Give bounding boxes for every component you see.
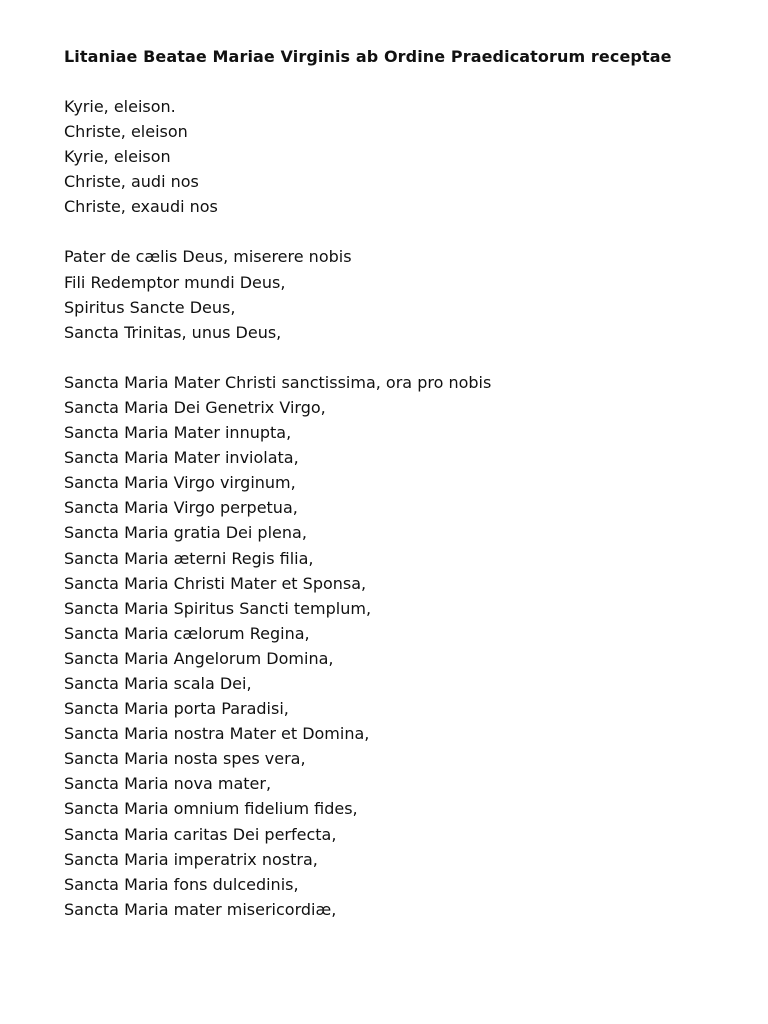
text-line: Sancta Maria omnium fidelium fides, (64, 799, 358, 819)
text-line: Sancta Maria Dei Genetrix Virgo, (64, 397, 326, 417)
text-line: Sancta Maria fons dulcedinis, (64, 874, 299, 894)
document-title: Litaniae Beatae Mariae Virginis ab Ordine Praedicatorum receptae (64, 47, 672, 66)
text-line: Christe, audi nos (64, 172, 199, 192)
text-line: Christe, exaudi nos (64, 197, 218, 217)
text-line: Sancta Maria Mater innupta, (64, 423, 292, 443)
text-line: Sancta Maria æterni Regis filia, (64, 548, 314, 568)
text-line: Sancta Maria Christi Mater et Sponsa, (64, 573, 367, 593)
text-line: Sancta Maria Mater Christi sanctissima, ora pro nobis (64, 372, 492, 392)
text-line: Sancta Maria nostra Mater et Domina, (64, 724, 370, 744)
text-line: Sancta Maria scala Dei, (64, 673, 252, 693)
kyrie-section (64, 94, 768, 219)
text-line: Sancta Maria mater misericordiæ, (64, 899, 337, 919)
text-line: Sancta Maria nova mater, (64, 774, 272, 794)
text-line: Pater de cælis Deus, miserere nobis (64, 247, 352, 267)
text-line: Sancta Maria Spiritus Sancti templum, (64, 598, 372, 618)
text-line: Sancta Maria Mater inviolata, (64, 448, 299, 468)
marian-invocations-section (64, 370, 768, 922)
text-line: Sancta Maria nosta spes vera, (64, 749, 306, 769)
text-line: Fili Redemptor mundi Deus, (64, 272, 286, 292)
text-line: Sancta Trinitas, unus Deus, (64, 322, 282, 342)
text-line: Sancta Maria porta Paradisi, (64, 699, 289, 719)
text-line: Sancta Maria imperatrix nostra, (64, 849, 318, 869)
text-line: Kyrie, eleison (64, 147, 171, 167)
text-line: Kyrie, eleison. (64, 97, 176, 116)
text-line: Sancta Maria gratia Dei plena, (64, 523, 307, 543)
text-line: Spiritus Sancte Deus, (64, 297, 236, 317)
text-line: Christe, eleison (64, 122, 188, 142)
text-line: Sancta Maria caritas Dei perfecta, (64, 824, 337, 844)
text-line: Sancta Maria Angelorum Domina, (64, 648, 334, 668)
text-line: Sancta Maria cælorum Regina, (64, 623, 310, 643)
trinity-section (64, 244, 768, 344)
text-line: Sancta Maria Virgo perpetua, (64, 498, 298, 518)
text-line: Sancta Maria Virgo virginum, (64, 473, 296, 493)
